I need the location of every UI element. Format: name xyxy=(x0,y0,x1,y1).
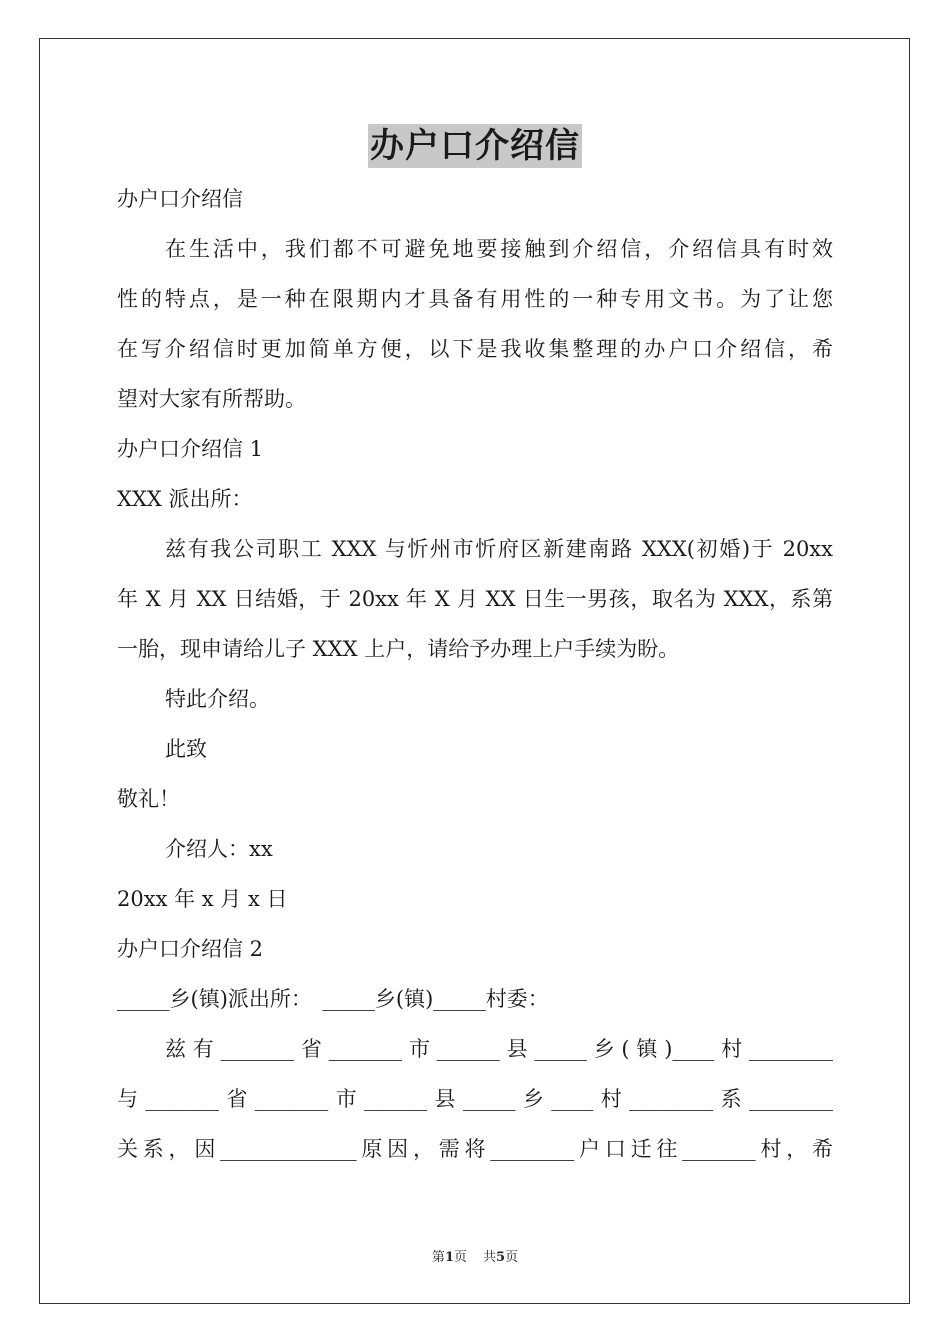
text-line: 办户口介绍信 1 xyxy=(117,437,264,461)
page-number-current: 1 xyxy=(444,1250,454,1265)
document-body xyxy=(117,174,833,1174)
text-line: 介绍人：xx xyxy=(165,837,273,861)
text-line: 20xx 年 x 月 x 日 xyxy=(117,887,288,911)
text-line: 一胎，现申请给儿子 XXX 上户，请给予办理上户手续为盼。 xyxy=(117,637,680,661)
text-line: 兹有_______省_______市______县_____乡(镇)____村________ xyxy=(165,1037,833,1061)
text-line: 特此介绍。 xyxy=(165,687,270,711)
text-line: 性的特点，是一种在限期内才具备有用性的一种专用文书。为了让您 xyxy=(117,287,833,311)
text-line: XXX 派出所： xyxy=(117,487,253,511)
text-line: _____乡(镇)派出所： _____乡(镇)_____村委： xyxy=(117,987,549,1011)
text-line: 敬礼！ xyxy=(117,787,180,811)
text-line: 与_______省_______市______县_____乡____村________系________ xyxy=(117,1087,833,1111)
title-container xyxy=(0,124,950,168)
page-number-suffix: 页 xyxy=(453,1250,467,1265)
page-total: 5 xyxy=(496,1250,506,1265)
text-line: 办户口介绍信 2 xyxy=(117,937,264,961)
text-line: 在生活中，我们都不可避免地要接触到介绍信，介绍信具有时效 xyxy=(165,237,833,261)
page-total-prefix: 共 xyxy=(483,1250,497,1265)
text-line: 办户口介绍信 xyxy=(117,187,243,211)
text-line: 望对大家有所帮助。 xyxy=(117,387,306,411)
page-number-prefix: 第 xyxy=(431,1250,445,1265)
text-line: 此致 xyxy=(165,737,207,761)
text-line: 在写介绍信时更加简单方便，以下是我收集整理的办户口介绍信，希 xyxy=(117,337,833,361)
page-footer xyxy=(0,1246,950,1265)
text-line: 年 X 月 XX 日结婚，于 20xx 年 X 月 XX 日生一男孩，取名为 XXX，系第 xyxy=(117,587,833,611)
text-line: 兹有我公司职工 XXX 与忻州市忻府区新建南路 XXX(初婚)于 20xx xyxy=(165,537,833,561)
page-total-suffix: 页 xyxy=(505,1250,519,1265)
text-line: 关系，因_____________原因，需将________户口迁往_______村，希 xyxy=(117,1137,833,1161)
document-title: 办户口介绍信 xyxy=(370,126,580,166)
